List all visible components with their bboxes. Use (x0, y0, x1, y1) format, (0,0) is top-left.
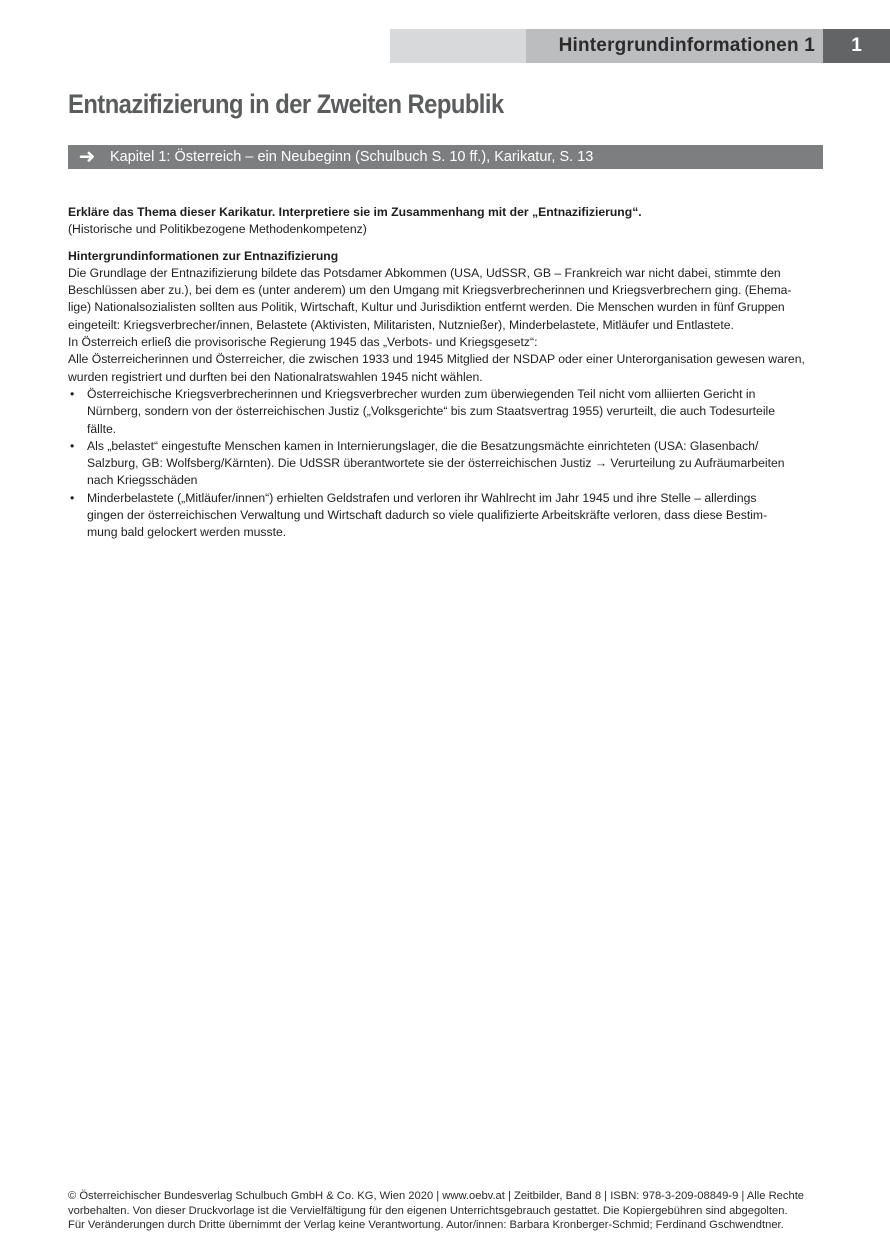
text-line: mung bald gelockert werden musste. (87, 525, 287, 540)
text-line: gingen der österreichischen Verwaltung und Wirtschaft dadurch so viele qualifizierte Arbeitskräfte verloren, dass diese Bestim- (87, 508, 768, 523)
arrow-right-icon: ➜ (78, 146, 96, 168)
text-line: eingeteilt: Kriegsverbrecher/innen, Belastete (Aktivisten, Militaristen, Nutznießer), Minderbelastete, Mitläufer und Entlastete. (68, 317, 734, 332)
bullet-icon: • (70, 438, 75, 453)
text-line: fällte. (87, 421, 117, 436)
footer-line: vorbehalten. Von dieser Druckvorlage ist die Vervielfältigung für den eigenen Unterrichtsgebrauch gestattet. Die Kopiergebühren sind abgegolten. (68, 1204, 788, 1217)
text-line: wurden registriert und durften bei den Nationalratswahlen 1945 nicht wählen. (68, 369, 483, 384)
footer-line: Für Veränderungen durch Dritte übernimmt der Verlag keine Verantwortung. Autor/innen: Barbara Kronberger-Schmid; Ferdinand Gschwendtner. (68, 1219, 784, 1231)
page-title: Entnazifizierung in der Zweiten Republik (68, 89, 504, 119)
page-number-text: 1 (851, 35, 862, 56)
text-line: lige) Nationalsozialisten sollten aus Politik, Wirtschaft, Kultur und Jurisdiktion entfernt werden. Die Menschen wurden in fünf Gruppen (68, 300, 785, 315)
text-line: Beschlüssen aber zu.), bei dem es (unter anderem) um den Umgang mit Kriegsverbrecherinnen und Kriegsverbrechern ging. (Ehema- (68, 283, 792, 298)
list-item (68, 438, 828, 490)
text-line: Salzburg, GB: Wolfsberg/Kärnten). Die UdSSR überantwortete sie der österreichischen Justiz → Verurteilung zu Aufräumarbeiten (87, 456, 785, 471)
text-line: Die Grundlage der Entnazifizierung bildete das Potsdamer Abkommen (USA, UdSSR, GB – Frankreich war nicht dabei, stimmte den (68, 265, 781, 280)
text-line: Nürnberg, sondern von der österreichischen Justiz („Volksgerichte“ bis zum Staatsvertrag 1955) verurteilt, die auch Todesurteile (87, 404, 776, 419)
chapter-reference: Kapitel 1: Österreich – ein Neubeginn (Schulbuch S. 10 ff.), Karikatur, S. 13 (110, 149, 594, 165)
section-label-text: Hintergrundinformationen 1 (558, 35, 815, 56)
list-item (68, 490, 828, 542)
background-paragraph (68, 265, 828, 386)
text-line: Minderbelastete („Mitläufer/innen“) erhielten Geldstrafen und verloren ihr Wahlrecht im Jahr 1945 und ihre Stelle – allerdings (87, 490, 757, 505)
background-heading: Hintergrundinformationen zur Entnazifizierung (68, 248, 339, 263)
copyright-footer (68, 1189, 828, 1233)
text-line: Als „belastet“ eingestufte Menschen kamen in Internierungslager, die die Besatzungsmächte einrichteten (USA: Glasenbach/ (87, 438, 759, 453)
task-instruction: Erkläre das Thema dieser Karikatur. Interpretiere sie im Zusammenhang mit der „Entnazifizierung“. (68, 205, 642, 219)
header-band-light (390, 29, 526, 63)
bullet-list (68, 386, 828, 542)
bullet-icon: • (70, 490, 75, 505)
header-section-label (526, 29, 823, 63)
footer-line: © Österreichischer Bundesverlag Schulbuch GmbH & Co. KG, Wien 2020 | www.oebv.at | Zeitbilder, Band 8 | ISBN: 978-3-209-08849-9 | Alle Rechte (68, 1190, 805, 1202)
text-line: Österreichische Kriegsverbrecherinnen und Kriegsverbrecher wurden zum überwiegenden Teil nicht vom alliierten Gericht in (87, 386, 756, 401)
chapter-bar (68, 145, 823, 169)
main-content (68, 204, 828, 542)
text-line: nach Kriegsschäden (87, 473, 198, 488)
list-item (68, 386, 828, 438)
task-competence: (Historische und Politikbezogene Methodenkompetenz) (68, 222, 367, 237)
header-page-number (823, 29, 890, 63)
bullet-icon: • (70, 386, 75, 401)
text-line: In Österreich erließ die provisorische Regierung 1945 das „Verbots- und Kriegsgesetz“: (68, 335, 538, 350)
text-line: Alle Österreicherinnen und Österreicher, die zwischen 1933 und 1945 Mitglied der NSDAP oder einer Unterorganisation gewesen waren, (68, 352, 805, 367)
